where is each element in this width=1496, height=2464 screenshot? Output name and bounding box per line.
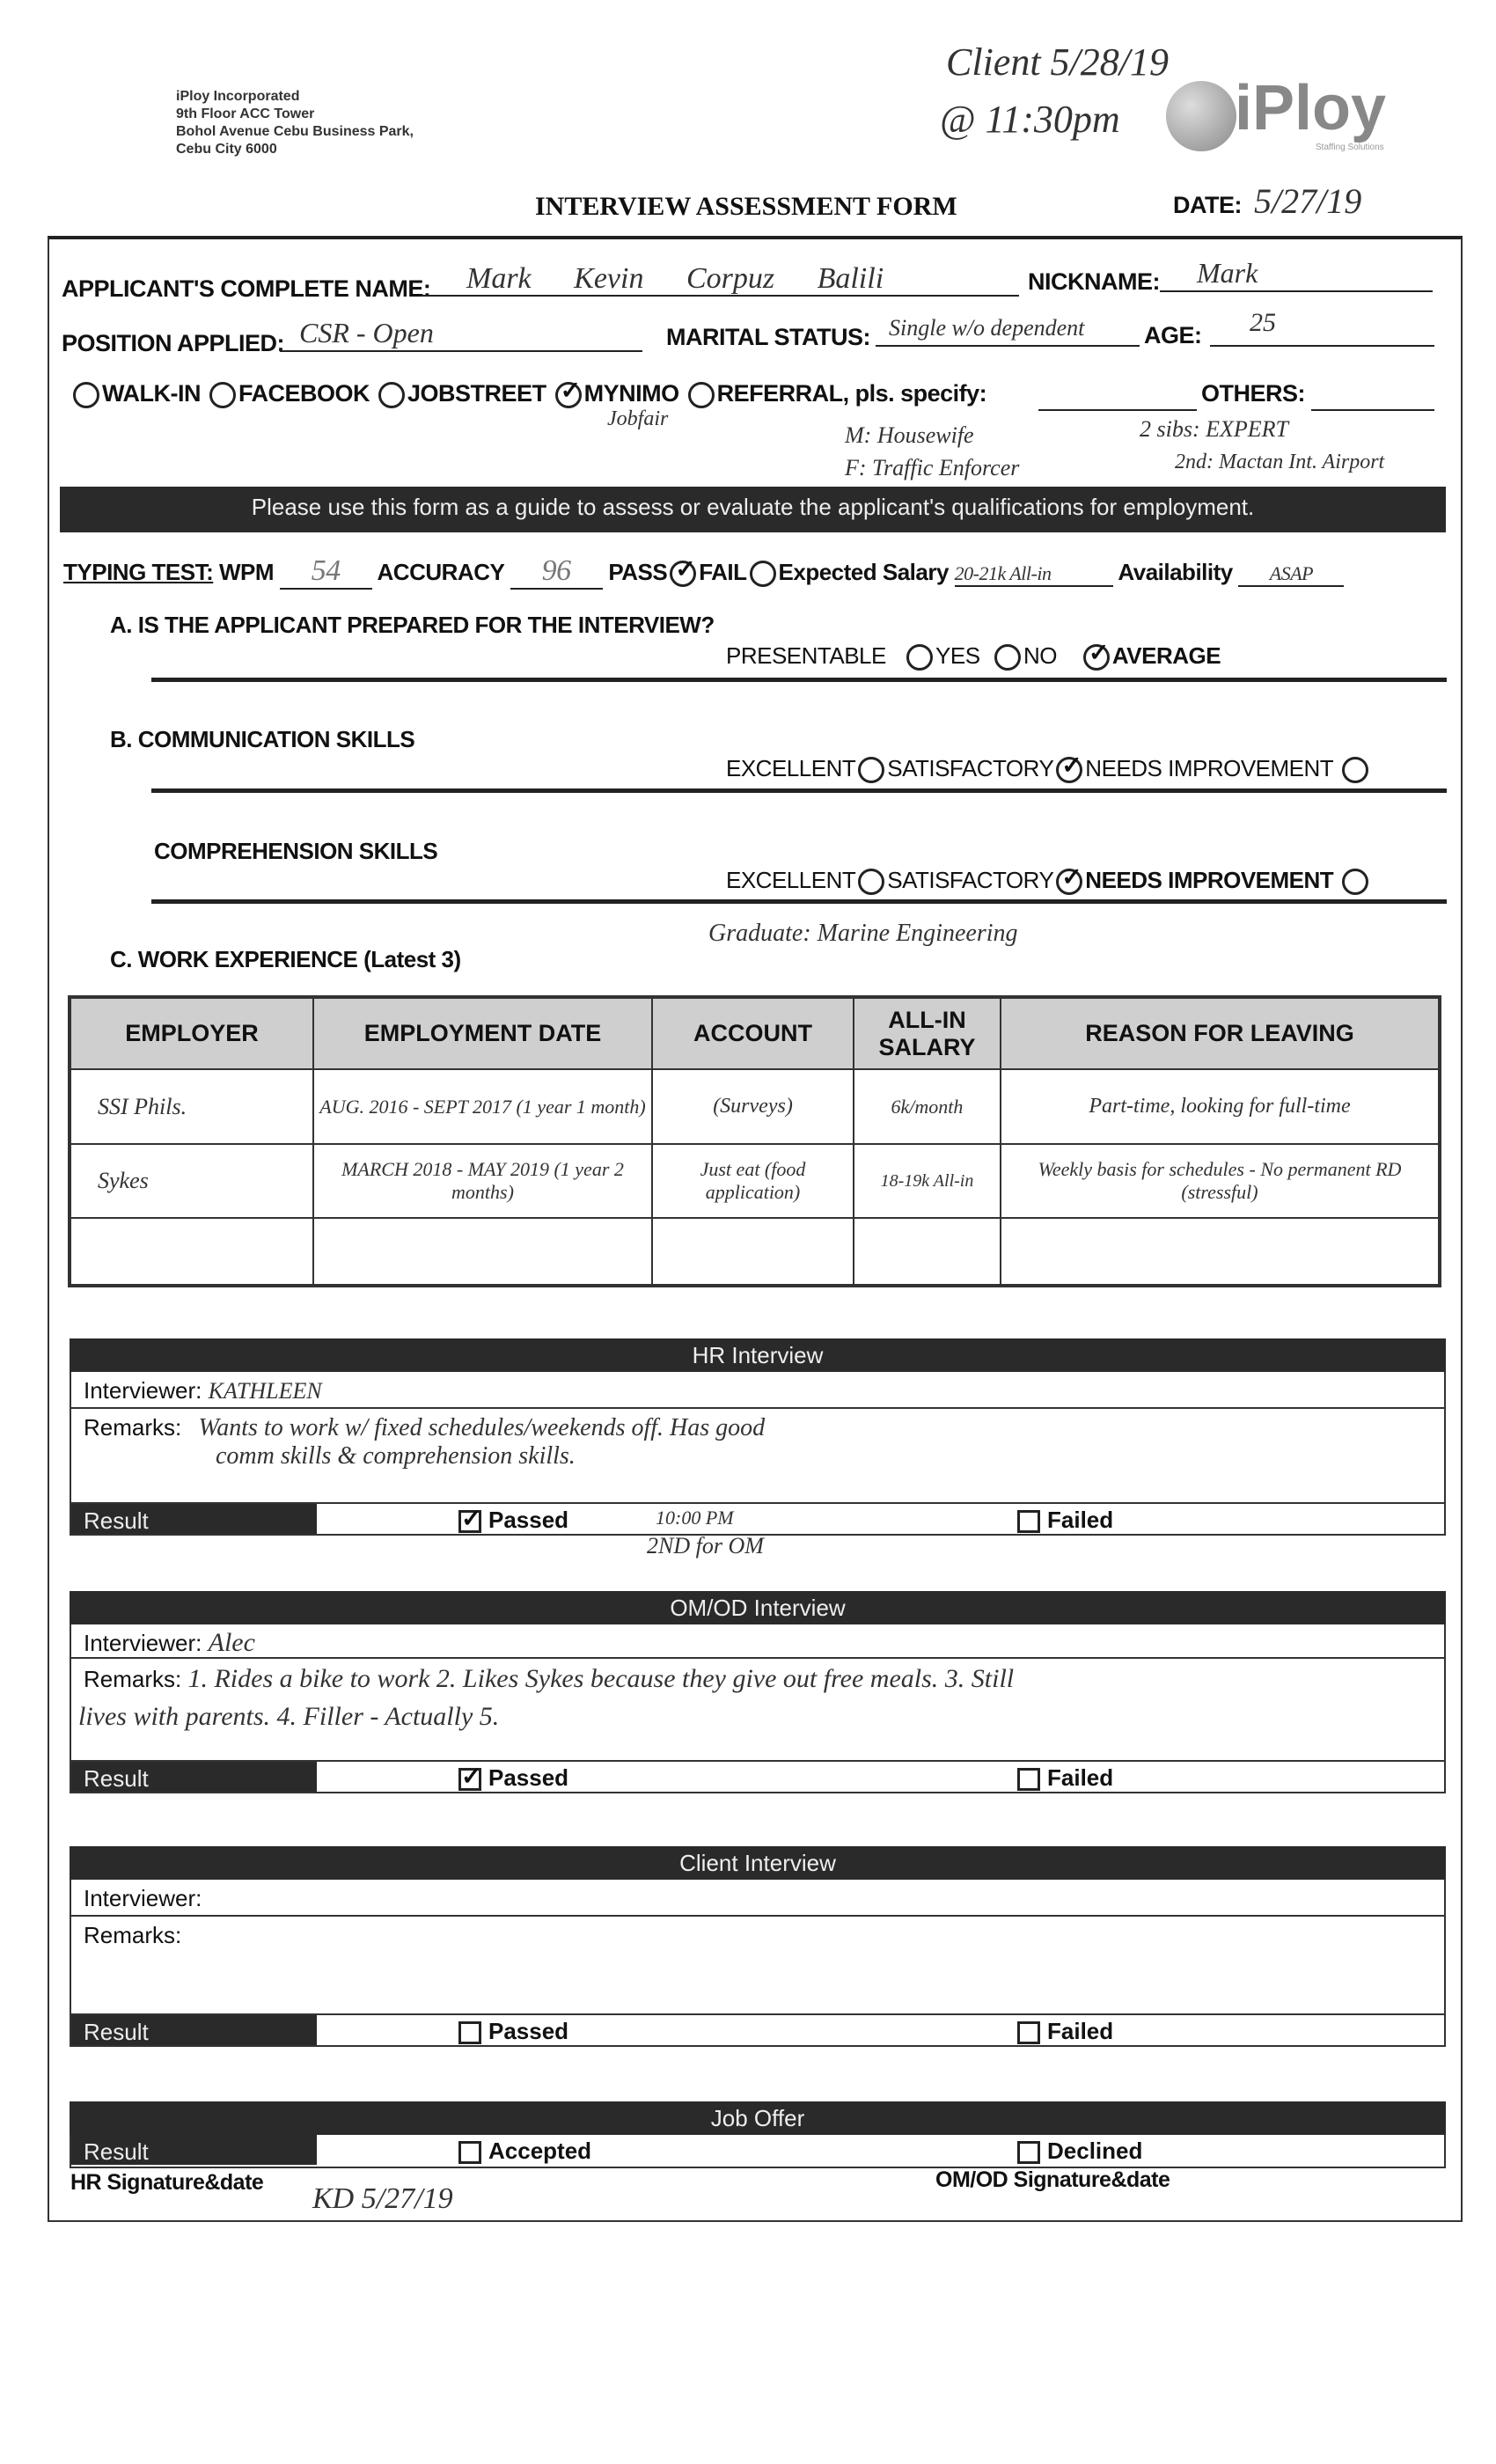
education-note: Graduate: Marine Engineering — [708, 920, 1018, 947]
comm-needs-improvement[interactable] — [1342, 757, 1368, 783]
client-remarks-field[interactable]: Remarks: — [84, 1922, 182, 1948]
table-header-row — [70, 997, 1440, 1069]
omod-remarks-field[interactable]: 1. Rides a bike to work 2. Likes Sykes because they give out free meals. 3. Still — [187, 1664, 1015, 1693]
comprehension-row: EXCELLENT SATISFACTORY✓ NEEDS IMPROVEMENT — [726, 867, 1371, 895]
omod-signature-label: OM/OD Signature&date — [935, 2167, 1170, 2192]
remarks-label: Remarks: — [84, 1414, 182, 1441]
hr-remarks-field[interactable]: Wants to work w/ fixed schedules/weekends off. Has good — [198, 1414, 766, 1441]
position-label: POSITION APPLIED: — [62, 330, 285, 356]
cell: Sykes — [70, 1144, 313, 1218]
wpm-field[interactable]: 54 — [280, 554, 372, 590]
cell: MARCH 2018 - MAY 2019 (1 year 2 months) — [313, 1144, 652, 1218]
logo-text: iPloy — [1235, 73, 1387, 143]
fail-radio[interactable] — [750, 561, 776, 587]
cell — [313, 1218, 652, 1286]
work-experience-table — [68, 995, 1441, 1287]
source-jobstreet[interactable]: JOBSTREET — [376, 380, 546, 407]
col-account: ACCOUNT — [652, 997, 854, 1069]
company-logo — [1166, 72, 1404, 151]
pass-radio[interactable] — [670, 561, 696, 587]
fail-label: FAIL — [699, 559, 747, 585]
omod-failed-checkbox[interactable]: Failed — [1017, 1764, 1113, 1792]
source-mynimo[interactable]: ✓ MYNIMO — [553, 380, 679, 407]
comm-satisfactory[interactable] — [1056, 757, 1082, 783]
cell: SSI Phils. — [70, 1069, 313, 1144]
source-walk-in[interactable]: WALK-IN — [70, 380, 201, 407]
cell: AUG. 2016 - SEPT 2017 (1 year 1 month) — [313, 1069, 652, 1144]
cell — [652, 1218, 854, 1286]
wpm-label: WPM — [218, 559, 275, 585]
source-facebook[interactable]: FACEBOOK — [207, 380, 370, 407]
hr-passed-checkbox[interactable]: ✓ Passed — [458, 1507, 568, 1534]
result-label: Result — [71, 1504, 317, 1534]
logo-tagline: Staffing Solutions — [1316, 143, 1384, 152]
globe-icon — [1166, 81, 1236, 151]
communication-row: EXCELLENT SATISFACTORY✓ NEEDS IMPROVEMENT — [726, 755, 1371, 783]
cell: (Surveys) — [652, 1069, 854, 1144]
page-title: INTERVIEW ASSESSMENT FORM — [535, 192, 957, 221]
address-line: 9th Floor ACC Tower — [176, 106, 315, 121]
presentable-row: PRESENTABLE YES NO ✓ AVERAGE — [726, 642, 1221, 671]
hr-note-endorse: 2ND for OM — [647, 1533, 764, 1558]
company-name: iPloy Incorporated — [176, 89, 300, 104]
cell — [854, 1218, 1001, 1286]
cell: Weekly basis for schedules - No permanent RD (stressful) — [1001, 1144, 1440, 1218]
job-offer-section — [70, 2135, 1446, 2168]
result-label: Result — [71, 2015, 317, 2045]
col-employment-date: EMPLOYMENT DATE — [313, 997, 652, 1069]
client-interviewer-field[interactable]: Interviewer: — [84, 1885, 202, 1911]
presentable-no[interactable]: NO — [992, 642, 1057, 669]
client-passed-checkbox[interactable]: Passed — [458, 2018, 568, 2045]
table-row — [70, 1069, 1440, 1144]
accepted-checkbox[interactable]: Accepted — [458, 2138, 591, 2165]
salary-label: Expected Salary — [778, 559, 949, 585]
comm-excellent[interactable] — [858, 757, 884, 783]
family-note: 2nd: Mactan Int. Airport — [1175, 451, 1385, 473]
hr-signature-label: HR Signature&date — [70, 2170, 264, 2195]
client-interview-section — [70, 1880, 1446, 2047]
job-offer-header: Job Offer — [70, 2101, 1446, 2135]
cell — [70, 1218, 313, 1286]
omod-remarks-field[interactable]: lives with parents. 4. Filler - Actually 5. — [78, 1702, 500, 1731]
cell: 6k/month — [854, 1069, 1001, 1144]
omod-interview-section — [70, 1624, 1446, 1793]
interviewer-label: Interviewer: — [84, 1377, 202, 1404]
hr-failed-checkbox[interactable]: Failed — [1017, 1507, 1113, 1534]
client-failed-checkbox[interactable]: Failed — [1017, 2018, 1113, 2045]
client-note: Client 5/28/19 — [946, 40, 1169, 84]
family-note: 2 sibs: EXPERT — [1140, 416, 1288, 442]
table-row — [70, 1144, 1440, 1218]
comp-needs-improvement[interactable] — [1342, 869, 1368, 895]
col-employer: EMPLOYER — [70, 997, 313, 1069]
date-value: 5/27/19 — [1254, 181, 1362, 221]
mynimo-note: Jobfair — [607, 407, 669, 430]
cell: 18-19k All-in — [854, 1144, 1001, 1218]
client-interview-header: Client Interview — [70, 1846, 1446, 1880]
client-time: @ 11:30pm — [940, 98, 1120, 141]
accuracy-label: ACCURACY — [377, 559, 504, 585]
hr-remarks-field[interactable]: comm skills & comprehension skills. — [216, 1442, 576, 1470]
hr-interview-header: HR Interview — [70, 1338, 1446, 1372]
comprehension-title: COMPREHENSION SKILLS — [154, 838, 438, 864]
result-label: Result — [71, 2135, 317, 2165]
remarks-label: Remarks: — [84, 1666, 182, 1692]
section-a-title: A. IS THE APPLICANT PREPARED FOR THE INTERVIEW? — [110, 612, 715, 638]
company-address — [176, 88, 414, 158]
typing-label: TYPING TEST: — [63, 559, 214, 585]
position-field[interactable]: CSR - Open — [299, 317, 434, 348]
cell: Part-time, looking for full-time — [1001, 1069, 1440, 1144]
others-label: OTHERS: — [1201, 380, 1305, 407]
cell — [1001, 1218, 1440, 1286]
availability-label: Availability — [1118, 559, 1233, 585]
col-reason: REASON FOR LEAVING — [1001, 997, 1440, 1069]
section-c-title: C. WORK EXPERIENCE (Latest 3) — [110, 946, 461, 972]
hr-interviewer-field[interactable]: KATHLEEN — [208, 1378, 322, 1404]
nickname-field[interactable]: Mark — [1197, 257, 1258, 289]
declined-checkbox[interactable]: Declined — [1017, 2138, 1142, 2165]
col-salary: ALL-IN SALARY — [854, 997, 1001, 1069]
accuracy-field[interactable]: 96 — [510, 554, 603, 590]
comp-satisfactory[interactable] — [1056, 869, 1082, 895]
omod-interview-header: OM/OD Interview — [70, 1591, 1446, 1624]
cell: Just eat (food application) — [652, 1144, 854, 1218]
family-note: F: Traffic Enforcer — [845, 455, 1020, 480]
availability-field[interactable]: ASAP — [1238, 562, 1344, 587]
marital-label: MARITAL STATUS: — [666, 324, 870, 350]
hr-interview-section — [70, 1372, 1446, 1536]
presentable-average[interactable]: ✓ AVERAGE — [1081, 642, 1221, 669]
omod-passed-checkbox[interactable]: ✓ Passed — [458, 1764, 568, 1792]
comp-excellent[interactable] — [858, 869, 884, 895]
pass-label: PASS — [608, 559, 668, 585]
hr-note-time: 10:00 PM — [656, 1507, 734, 1529]
omod-interviewer-field[interactable]: Alec — [208, 1628, 255, 1657]
address-line: Cebu City 6000 — [176, 142, 277, 157]
name-field[interactable]: Mark Kevin Corpuz Balili — [466, 262, 884, 295]
source-referral[interactable]: REFERRAL, pls. specify: — [686, 380, 987, 407]
family-note: M: Housewife — [845, 422, 974, 448]
name-label: APPLICANT'S COMPLETE NAME: — [62, 275, 431, 302]
marital-field[interactable]: Single w/o dependent — [889, 315, 1085, 341]
hr-signature[interactable]: KD 5/27/19 — [312, 2182, 453, 2215]
section-b-title: B. COMMUNICATION SKILLS — [110, 726, 415, 752]
presentable-yes[interactable]: YES — [904, 642, 980, 669]
table-row — [70, 1218, 1440, 1286]
typing-test-row — [63, 554, 1344, 590]
age-label: AGE: — [1144, 322, 1202, 348]
age-field[interactable]: 25 — [1250, 308, 1276, 337]
interviewer-label: Interviewer: — [84, 1630, 202, 1656]
salary-field[interactable]: 20-21k All-in — [955, 562, 1113, 587]
instruction-banner: Please use this form as a guide to assess or evaluate the applicant's qualifications for employment. — [60, 487, 1446, 532]
date-label: DATE: — [1173, 192, 1242, 218]
address-line: Bohol Avenue Cebu Business Park, — [176, 124, 414, 139]
result-label: Result — [71, 1762, 317, 1792]
source-options — [70, 380, 986, 408]
nickname-label: NICKNAME: — [1028, 268, 1160, 295]
